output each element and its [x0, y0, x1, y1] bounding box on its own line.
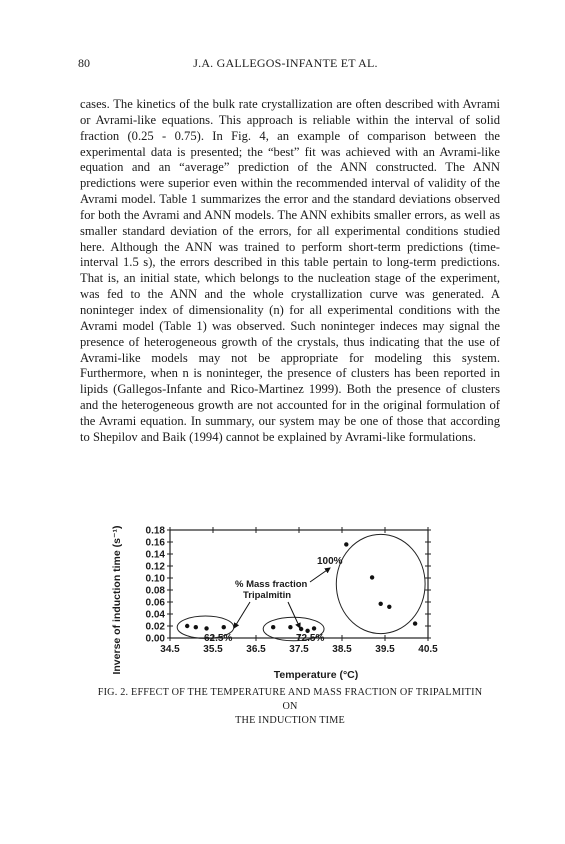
data-point	[288, 625, 292, 629]
data-point	[271, 625, 275, 629]
data-point	[312, 626, 316, 630]
y-tick-label: 0.14	[145, 549, 165, 561]
x-tick-label: 40.5	[418, 644, 438, 655]
annotation-arrow	[288, 602, 300, 628]
chart-annotations	[204, 556, 343, 644]
data-point	[344, 542, 348, 546]
annotation-tripalmitin: Tripalmitin	[243, 590, 292, 601]
y-tick-label: 0.08	[145, 585, 165, 597]
data-point	[222, 625, 226, 629]
data-point	[370, 575, 374, 579]
induction-time-chart	[110, 520, 450, 682]
x-tick-label: 36.5	[246, 644, 266, 655]
annotation-100: 100%	[317, 556, 343, 567]
x-tick-label: 35.5	[203, 644, 223, 655]
page-number: 80	[78, 56, 90, 70]
y-tick-label: 0.04	[145, 609, 165, 621]
annotation-mass-fraction: % Mass fraction	[235, 579, 308, 590]
x-axis-label: Temperature (°C)	[273, 669, 359, 681]
annotation-72-5: 72.5%	[296, 633, 325, 644]
y-tick-label: 0.16	[145, 537, 165, 549]
annotation-arrow	[310, 568, 330, 582]
chart-axes	[146, 526, 439, 656]
page-header	[78, 56, 493, 72]
data-point	[413, 621, 417, 625]
y-tick-label: 0.02	[145, 621, 165, 633]
data-point	[185, 624, 189, 628]
x-tick-label: 39.5	[375, 644, 395, 655]
data-point	[194, 625, 198, 629]
data-point	[387, 605, 391, 609]
x-tick-label: 34.5	[160, 644, 180, 655]
y-tick-label: 0.10	[145, 573, 165, 585]
y-tick-label: 0.00	[145, 633, 165, 645]
x-tick-label: 38.5	[332, 644, 352, 655]
caption-line-2: THE INDUCTION TIME	[235, 715, 345, 726]
body-paragraph: cases. The kinetics of the bulk rate crystallization are often described with Avrami or Avrami-like equations. This approach is reliable within the interval of solid fraction (0.25 - 0.75). In Fig. 4, an example of comparison between the experimental data is presented; the “best” fit was achieved with an Avrami-like equation and an “average” prediction of the ANN constructed. The ANN predictions were superior even within the recommended interval of validity of the Avrami model. Table 1 summarizes the error and the standard deviations observed for both the Avrami and ANN models. The ANN exhibits smaller errors, as well as smaller standard deviation of the errors, for all experimental conditions studied here. Although the ANN was trained to perform short-term predictions (time-interval 1.5 s), the errors described in this table pertain to long-term predictions. That is, an initial state, which belongs to the nucleation stage of the experiment, was fed to the ANN and the whole crystallization curve was generated. A noninteger index of dimensionality (n) for all experimental conditions with the Avrami model (Table 1) was observed. Such noninteger indeces may signal the presence of heterogeneous growth of the crystals, thus indicating that the use of Avrami-like models may not be appropriate for modeling this system. Furthermore, when n is noninteger, the presence of clusters has been reported in lipids (Gallegos-Infante and Rico-Martinez 1999). Both the presence of clusters and the heterogeneous growth are not accounted for in the original formulation of the Avrami equation. In summary, our system may be one of those that according to Shepilov and Baik (1994) cannot be explained by Avrami-like formulations.	[80, 97, 500, 444]
figure-caption	[90, 686, 490, 728]
cluster-oval	[336, 534, 425, 633]
annotation-62-5: 62.5%	[204, 633, 233, 644]
y-tick-label: 0.06	[145, 597, 165, 609]
annotation-arrow	[234, 602, 250, 628]
caption-line-1: FIG. 2. EFFECT OF THE TEMPERATURE AND MASS FRACTION OF TRIPALMITIN ON	[97, 687, 483, 712]
y-tick-label: 0.12	[145, 561, 165, 573]
running-head: J.A. GALLEGOS-INFANTE ET AL.	[193, 56, 378, 70]
data-point	[379, 602, 383, 606]
y-axis-label: Inverse of induction time (s⁻¹)	[111, 525, 123, 675]
x-tick-label: 37.5	[289, 644, 309, 655]
y-tick-label: 0.18	[145, 525, 165, 537]
data-point	[204, 626, 208, 630]
